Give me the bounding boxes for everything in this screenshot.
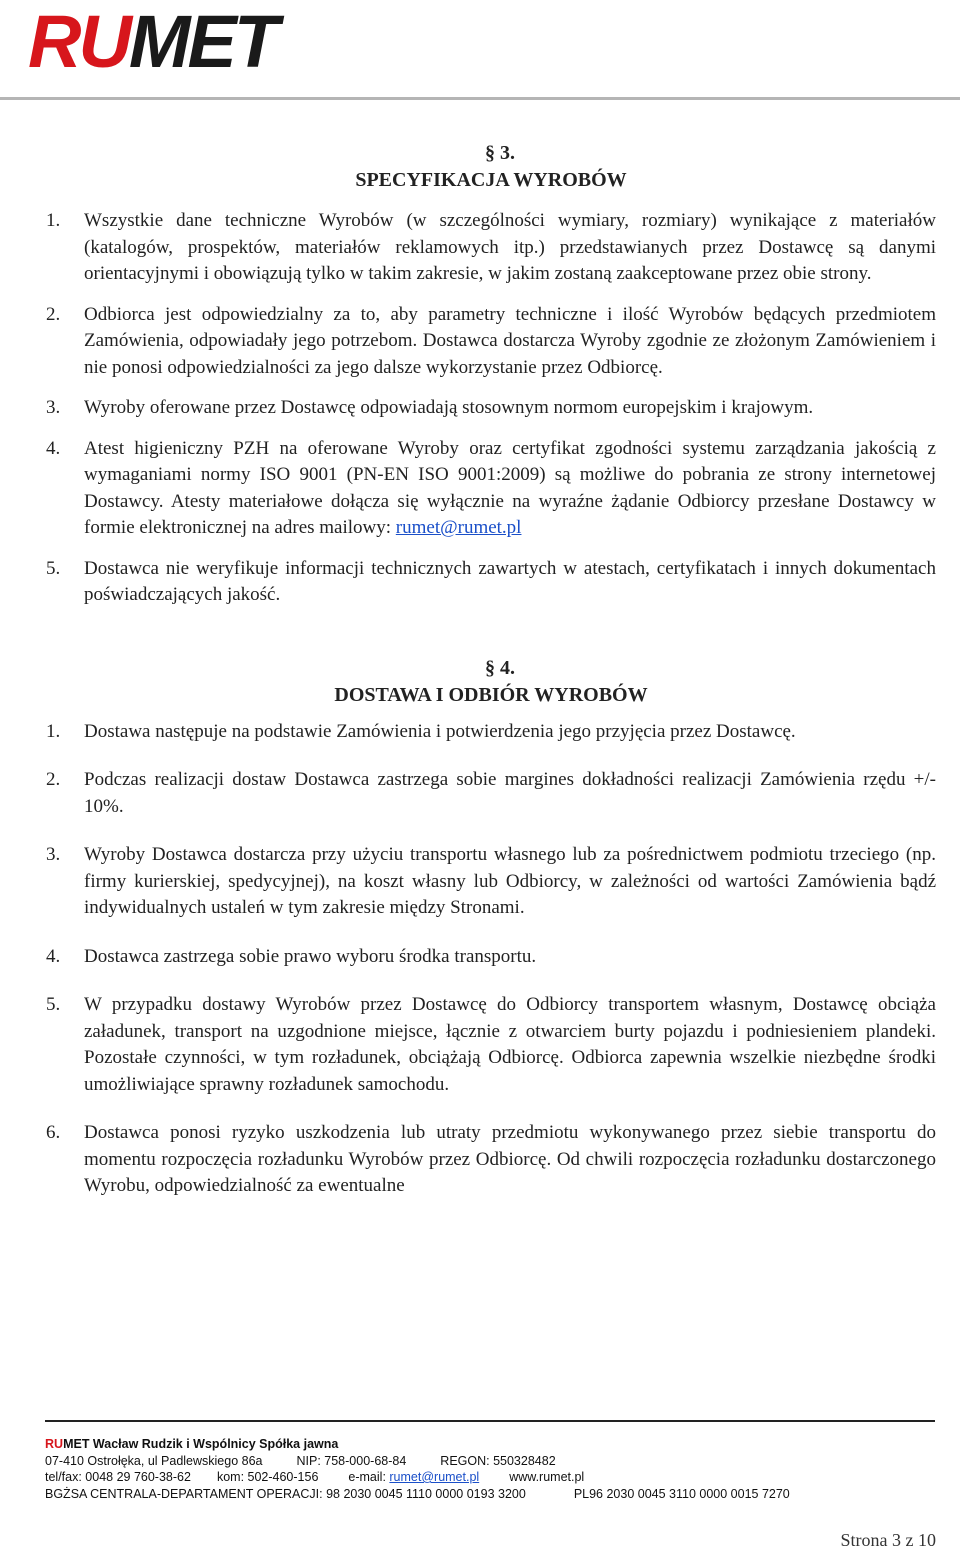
bank-account-1: BGŻSA CENTRALA-DEPARTAMENT OPERACJI: 98 2030 0045 1110 0000 0193 3200 xyxy=(45,1486,526,1501)
section-3-heading xyxy=(46,140,936,194)
list-item xyxy=(46,719,936,746)
item-number: 5. xyxy=(46,557,61,579)
company-contact-line xyxy=(45,1469,935,1486)
item-number: 2. xyxy=(46,769,61,790)
list-item xyxy=(46,842,936,922)
company-mobile: kom: 502-460-156 xyxy=(216,1470,319,1484)
section-number: 3. xyxy=(500,142,515,164)
list-item xyxy=(46,395,936,422)
list-item xyxy=(46,1120,936,1200)
item-text: Dostawca nie weryfikuje informacji technicznych zawartych w atestach, certyfikatach i innych dokumentach poświadczających jakość. xyxy=(84,557,936,605)
item-number: 4. xyxy=(46,437,61,459)
item-text: Dostawa następuje na podstawie Zamówienia i potwierdzenia jego przyjęcia przez Dostawcę. xyxy=(84,720,796,742)
footer-divider xyxy=(45,1420,935,1422)
item-number: 3. xyxy=(46,844,61,865)
company-address: 07-410 Ostrołęka, ul Padlewskiego 86a xyxy=(45,1453,263,1468)
section-4 xyxy=(46,655,936,1200)
rumet-logo xyxy=(28,2,276,82)
list-item xyxy=(46,436,936,542)
item-text: Odbiorca jest odpowiedzialny za to, aby parametry techniczne i ilość Wyrobów będących przedmiotem Zamówienia, odpowiadały jego potrzebom. Dostawca dostarcza Wyroby zgodnie ze złożonym Zamówieniem i nie ponosi odpowiedzialności za jego dalsze wykorzystanie przez Odbiorcę. xyxy=(84,303,936,378)
list-item xyxy=(46,944,936,971)
item-text: Dostawca zastrzega sobie prawo wyboru środka transportu. xyxy=(84,945,537,967)
item-number: 4. xyxy=(46,945,61,967)
item-text-with-link xyxy=(84,436,936,542)
company-telfax: tel/fax: 0048 29 760-38-62 xyxy=(45,1470,191,1484)
logo-met-text: MET xyxy=(128,0,277,83)
section-3 xyxy=(46,140,936,609)
footer-email-link[interactable]: rumet@rumet.pl xyxy=(389,1470,480,1484)
item-text: Dostawca ponosi ryzyko uszkodzenia lub utraty przedmiotu wykonywanego przez siebie transportu do momentu rozpoczęcia rozładunku Wyrobów przez Odbiorcę. Od chwili rozpoczęcia rozładunku dostarczonego Wyrobu, odpowiedzialność za ewentualne xyxy=(84,1122,936,1196)
section-symbol: § xyxy=(485,142,495,164)
email-link[interactable]: rumet@rumet.pl xyxy=(395,517,522,538)
item-text: Wyroby oferowane przez Dostawcę odpowiadają stosownym normom europejskim i krajowym. xyxy=(84,397,814,418)
page-footer xyxy=(45,1420,935,1502)
item-text: Wyroby Dostawca dostarcza przy użyciu transportu własnego lub za pośrednictwem podmiotu trzeciego (np. firmy kurierskiej, spedycyjnej), na koszt własny lub Odbiorcy, w zależności od wartości Zamówienia bądź indywidualnych ustaleń w tym zakresie między Stronami. xyxy=(84,844,936,918)
section-title: SPECYFIKACJA WYROBÓW xyxy=(355,169,627,191)
list-item xyxy=(46,302,936,382)
company-nip: NIP: 758-000-68-84 xyxy=(296,1453,407,1468)
item-text: W przypadku dostawy Wyrobów przez Dostawcę do Odbiorcy transportem własnym, Dostawcę obciąża załadunek, transport na uzgodnione miejsce, łącznie z otwarciem burty pojazdu i podniesieniem plandeki. Pozostałe czynności, w tym rozładunek, obciążają Odbiorcę. Odbiorca zapewnia wszelkie niezbędne środki umożliwiające sprawny rozładunek samochodu. xyxy=(84,994,936,1095)
section-title: DOSTAWA I ODBIÓR WYROBÓW xyxy=(334,683,648,706)
company-name: RUMET Wacław Rudzik i Wspólnicy Spółka jawna xyxy=(45,1437,339,1451)
company-bank-line xyxy=(45,1486,935,1503)
section-number: 4. xyxy=(500,656,515,679)
item-number: 3. xyxy=(46,397,61,418)
document-body xyxy=(46,140,936,1200)
item-text: Atest higieniczny PZH na oferowane Wyroby oraz certyfikat zgodności systemu zarządzania jakością z wymaganiami normy ISO 9001 (PN-EN ISO 9001:2009) są możliwe do pobrania ze strony internetowej Dostawcy. Atesty materiałowe dołącza się wyłącznie na wyraźne żądanie Odbiorcy przesłane Dostawcy w formie elektronicznej na adres mailowy: xyxy=(84,437,936,538)
item-number: 1. xyxy=(46,210,61,231)
company-regon: REGON: 550328482 xyxy=(440,1453,556,1468)
website-link[interactable]: www.rumet.pl xyxy=(509,1470,585,1484)
company-address-line xyxy=(45,1453,935,1470)
header-divider xyxy=(0,97,960,100)
list-item xyxy=(46,208,936,288)
list-item xyxy=(46,992,936,1098)
item-number: 1. xyxy=(46,720,61,742)
item-number: 5. xyxy=(46,994,61,1015)
item-number: 2. xyxy=(46,303,61,325)
email-label: e-mail: xyxy=(348,1470,390,1484)
item-number: 6. xyxy=(46,1122,61,1143)
logo-ru-text: RU xyxy=(28,0,129,83)
list-item xyxy=(46,556,936,609)
bank-account-2: PL96 2030 0045 3110 0000 0015 7270 xyxy=(573,1486,790,1501)
list-item xyxy=(46,767,936,820)
item-text: Wszystkie dane techniczne Wyrobów (w szczególności wymiary, rozmiary) wynikające z materiałów (katalogów, prospektów, materiałów reklamowych itp.) przedstawianych przez Dostawcę są danymi orientacyjnymi i obowiązują tylko w takim zakresie, w jakim zostaną zaakceptowane przez obie strony. xyxy=(84,210,936,284)
page-number: Strona 3 z 10 xyxy=(840,1530,936,1550)
page-header xyxy=(0,0,960,110)
section-4-heading xyxy=(46,655,936,709)
item-text: Podczas realizacji dostaw Dostawca zastrzega sobie margines dokładności realizacji Zamówienia rzędu +/- 10%. xyxy=(84,769,936,817)
section-symbol: § xyxy=(485,656,495,679)
